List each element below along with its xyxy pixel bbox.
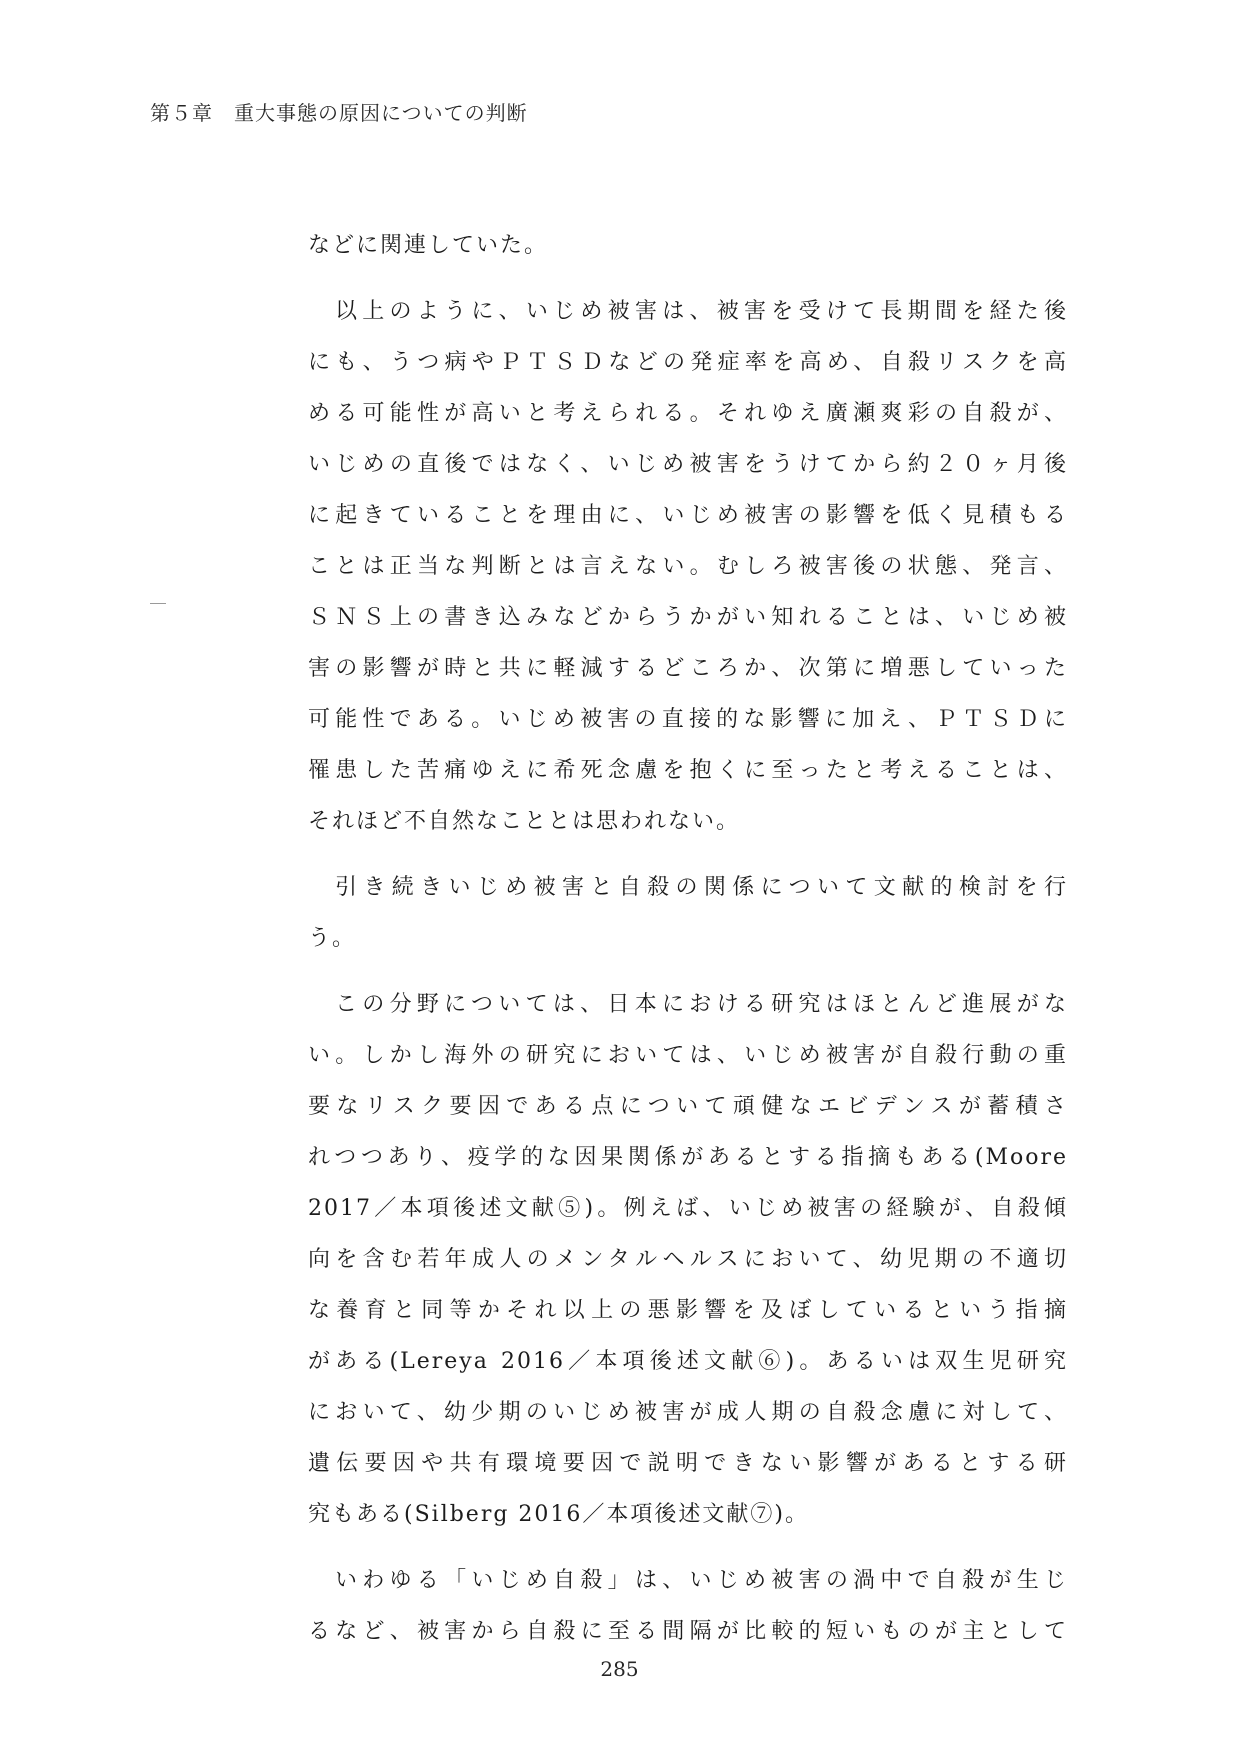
text-line: 害の影響が時と共に軽減するどころか、次第に増悪していった: [308, 656, 1068, 681]
paragraph: [308, 220, 1068, 271]
text-line: い。しかし海外の研究においては、いじめ被害が自殺行動の重: [308, 1043, 1068, 1068]
text-line: う。: [308, 926, 357, 951]
text-line: などに関連していた。: [308, 233, 549, 258]
text-line: 以上のように、いじめ被害は、被害を受けて長期間を経た後: [335, 299, 1068, 324]
text-line: いじめの直後ではなく、いじめ被害をうけてから約２０ヶ月後: [308, 452, 1068, 477]
text-line: 要なリスク要因である点について頑健なエビデンスが蓄積さ: [308, 1094, 1068, 1119]
page-number: 285: [600, 1657, 639, 1681]
text-line: 引き続きいじめ被害と自殺の関係について文献的検討を行: [335, 875, 1068, 900]
text-line: この分野については、日本における研究はほとんど進展がな: [335, 992, 1068, 1017]
text-line: に起きていることを理由に、いじめ被害の影響を低く見積もる: [308, 503, 1068, 528]
text-line: ことは正当な判断とは言えない。むしろ被害後の状態、発言、: [308, 554, 1068, 579]
scan-mark: [150, 603, 166, 604]
body-text: [308, 220, 1068, 1672]
text-line: 遺伝要因や共有環境要因で説明できない影響があるとする研: [308, 1451, 1068, 1476]
text-line: いわゆる「いじめ自殺」は、いじめ被害の渦中で自殺が生じ: [335, 1568, 1068, 1593]
paragraph: [308, 862, 1068, 964]
text-line: それほど不自然なこととは思われない。: [308, 809, 741, 834]
text-line: 向を含む若年成人のメンタルヘルスにおいて、幼児期の不適切: [308, 1247, 1068, 1272]
text-line: において、幼少期のいじめ被害が成人期の自殺念慮に対して、: [308, 1400, 1068, 1425]
text-line: ＳＮＳ上の書き込みなどからうかがい知れることは、いじめ被: [308, 605, 1068, 630]
text-line: 究もある(Silberg 2016／本項後述文献⑦)。: [308, 1502, 809, 1527]
text-line: 2017／本項後述文献⑤)。例えば、いじめ被害の経験が、自殺傾: [308, 1196, 1068, 1221]
paragraph: [308, 1555, 1068, 1657]
text-line: るなど、被害から自殺に至る間隔が比較的短いものが主として: [308, 1619, 1068, 1644]
text-line: にも、うつ病やＰＴＳＤなどの発症率を高め、自殺リスクを高: [308, 350, 1068, 375]
text-line: 罹患した苦痛ゆえに希死念慮を抱くに至ったと考えることは、: [308, 758, 1068, 783]
text-line: 可能性である。いじめ被害の直接的な影響に加え、ＰＴＳＤに: [308, 707, 1068, 732]
text-line: める可能性が高いと考えられる。それゆえ廣瀬爽彩の自殺が、: [308, 401, 1068, 426]
text-line: れつつあり、疫学的な因果関係があるとする指摘もある(Moore: [308, 1145, 1068, 1170]
paragraph: [308, 979, 1068, 1540]
paragraph: [308, 286, 1068, 847]
text-line: な養育と同等かそれ以上の悪影響を及ぼしているという指摘: [308, 1298, 1068, 1323]
text-line: がある(Lereya 2016／本項後述文献⑥)。あるいは双生児研究: [308, 1349, 1068, 1374]
chapter-header: 第５章 重大事態の原因についての判断: [150, 101, 528, 125]
